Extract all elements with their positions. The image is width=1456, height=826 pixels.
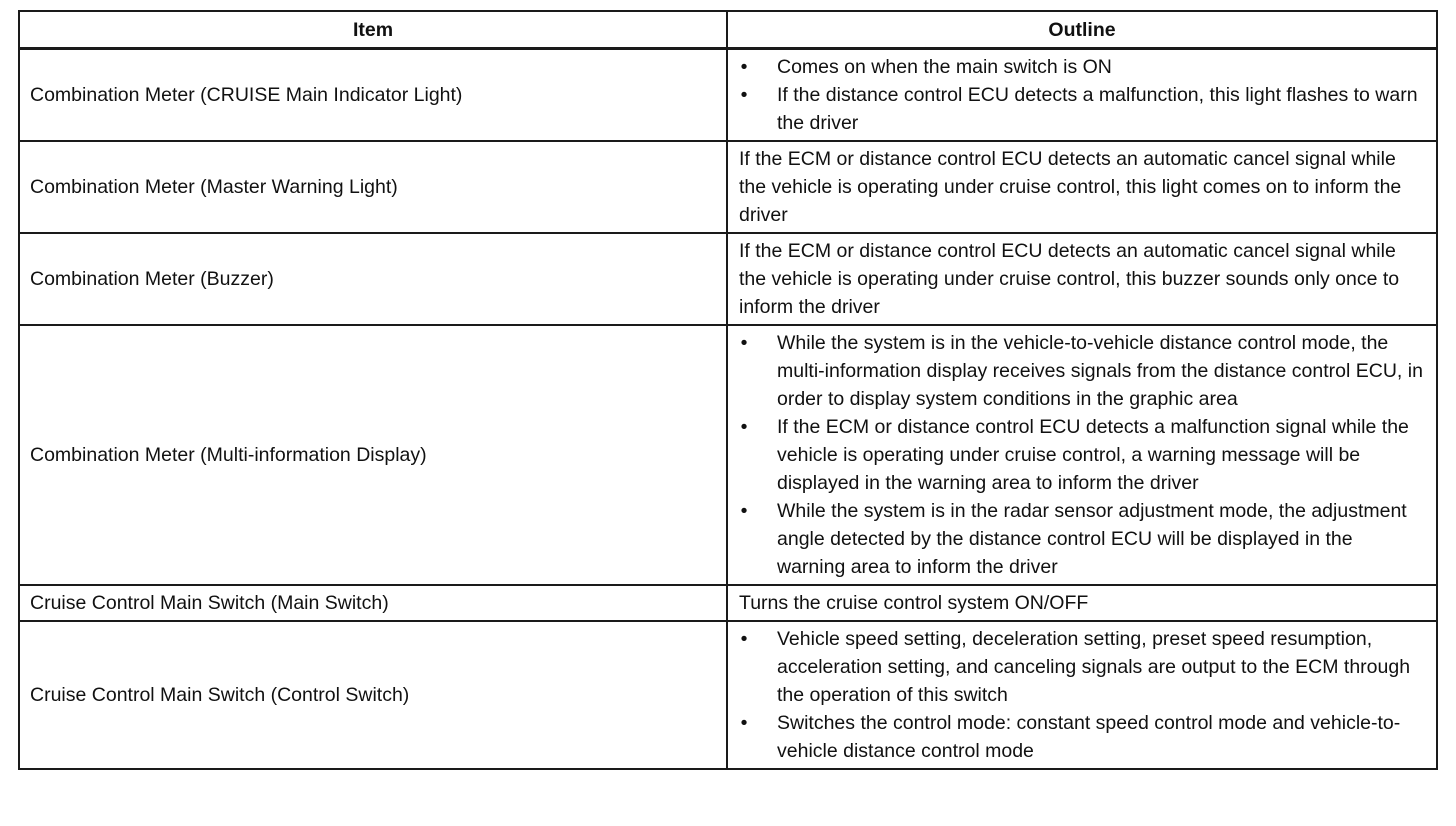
outline-cell: If the ECM or distance control ECU detects an automatic cancel signal while the vehicle is operating under cruise control, this light comes on to inform the driver bbox=[727, 141, 1437, 233]
bullet-text: If the distance control ECU detects a malfunction, this light flashes to warn the driver bbox=[777, 84, 1418, 134]
item-cell: Combination Meter (Buzzer) bbox=[19, 233, 727, 325]
bullet-text: Switches the control mode: constant speed control mode and vehicle-to-vehicle distance control mode bbox=[777, 712, 1401, 762]
table-header-row bbox=[19, 11, 1437, 49]
bullet-icon: • bbox=[740, 500, 748, 522]
table-row bbox=[19, 233, 1437, 325]
item-cell: Cruise Control Main Switch (Main Switch) bbox=[19, 585, 727, 621]
outline-cell bbox=[727, 621, 1437, 769]
list-item bbox=[739, 329, 1426, 413]
list-item bbox=[739, 53, 1426, 81]
bullet-icon: • bbox=[740, 712, 748, 734]
outline-cell bbox=[727, 325, 1437, 585]
list-item bbox=[739, 625, 1426, 709]
bullet-text: Vehicle speed setting, deceleration setting, preset speed resumption, acceleration setting, and canceling signals are output to the ECM through the operation of this switch bbox=[777, 628, 1411, 706]
bullet-icon: • bbox=[740, 332, 748, 354]
bullet-icon: • bbox=[740, 628, 748, 650]
list-item bbox=[739, 81, 1426, 137]
bullet-text: If the ECM or distance control ECU detects a malfunction signal while the vehicle is operating under cruise control, a warning message will be displayed in the warning area to inform the driver bbox=[777, 416, 1409, 494]
table-row bbox=[19, 49, 1437, 142]
list-item bbox=[739, 497, 1426, 581]
outline-cell: If the ECM or distance control ECU detects an automatic cancel signal while the vehicle is operating under cruise control, this buzzer sounds only once to inform the driver bbox=[727, 233, 1437, 325]
table-row bbox=[19, 325, 1437, 585]
bullet-icon: • bbox=[740, 416, 748, 438]
list-item bbox=[739, 709, 1426, 765]
item-cell: Combination Meter (CRUISE Main Indicator Light) bbox=[19, 49, 727, 142]
column-header-item: Item bbox=[19, 11, 727, 49]
bullet-text: While the system is in the radar sensor adjustment mode, the adjustment angle detected by the distance control ECU will be displayed in the warning area to inform the driver bbox=[777, 500, 1407, 578]
outline-cell: Turns the cruise control system ON/OFF bbox=[727, 585, 1437, 621]
outline-bullet-list bbox=[739, 329, 1426, 581]
bullet-text: Comes on when the main switch is ON bbox=[777, 56, 1112, 78]
column-header-outline: Outline bbox=[727, 11, 1437, 49]
list-item bbox=[739, 413, 1426, 497]
outline-cell bbox=[727, 49, 1437, 142]
item-cell: Combination Meter (Multi-information Display) bbox=[19, 325, 727, 585]
table-row bbox=[19, 141, 1437, 233]
item-cell: Cruise Control Main Switch (Control Switch) bbox=[19, 621, 727, 769]
outline-bullet-list bbox=[739, 625, 1426, 765]
bullet-text: While the system is in the vehicle-to-vehicle distance control mode, the multi-information display receives signals from the distance control ECU, in order to display system conditions in the graphic area bbox=[777, 332, 1423, 410]
table-row bbox=[19, 585, 1437, 621]
outline-bullet-list bbox=[739, 53, 1426, 137]
item-cell: Combination Meter (Master Warning Light) bbox=[19, 141, 727, 233]
component-outline-table bbox=[18, 10, 1438, 770]
bullet-icon: • bbox=[740, 56, 748, 78]
bullet-icon: • bbox=[740, 84, 748, 106]
table-row bbox=[19, 621, 1437, 769]
